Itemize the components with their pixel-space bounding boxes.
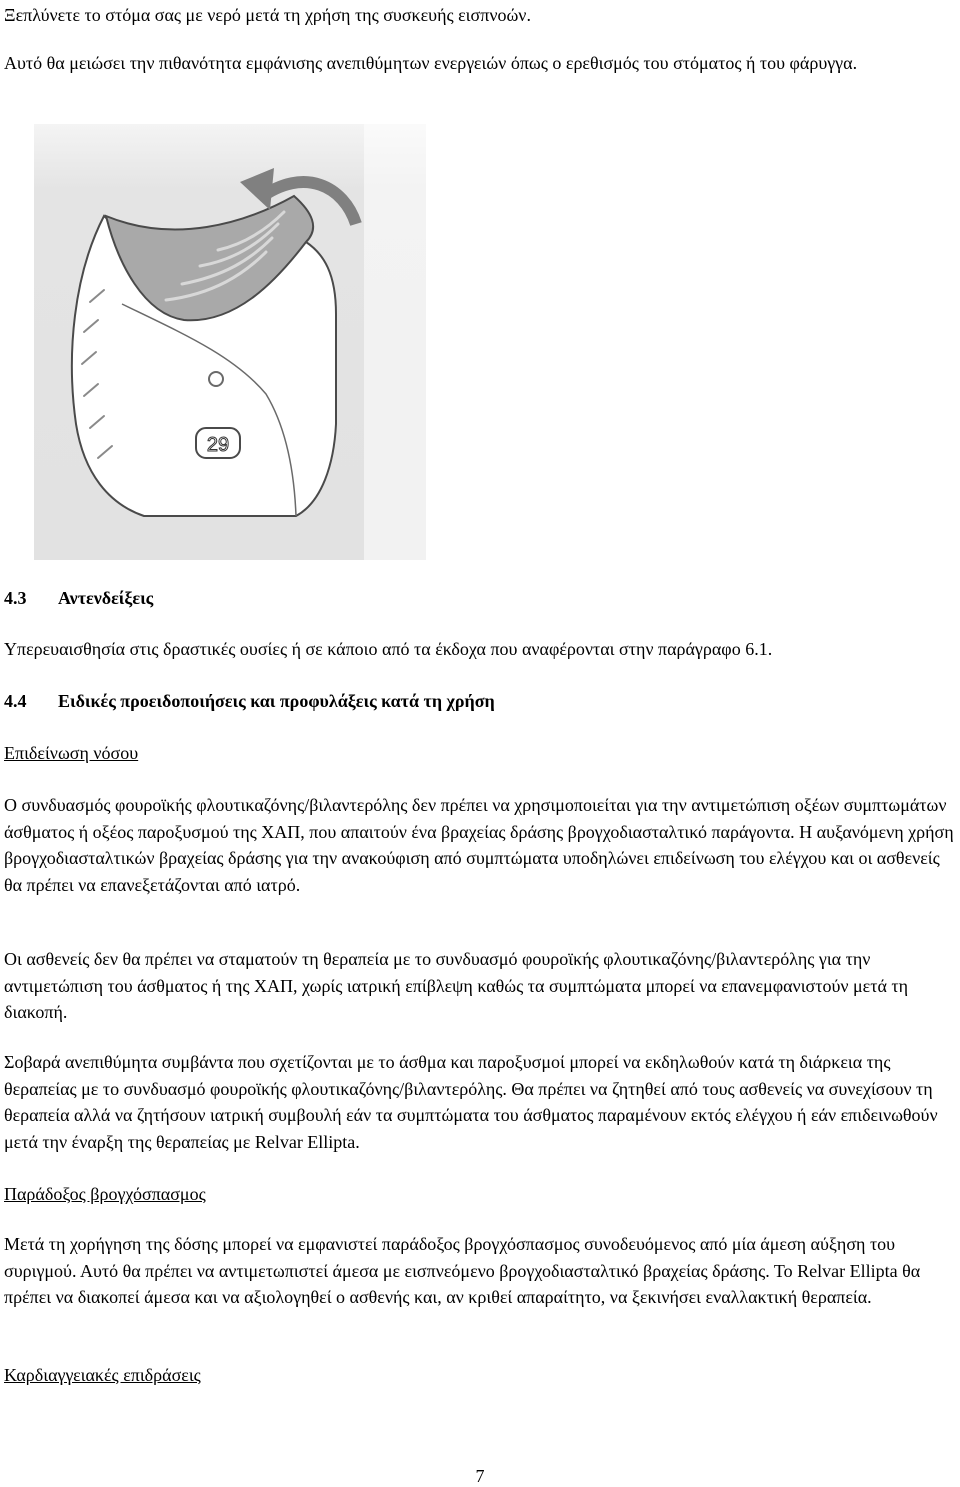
subheading-disease-worsening: Επιδείνωση νόσου [4,743,139,763]
paragraph-2: Οι ασθενείς δεν θα πρέπει να σταματούν τη θεραπεία με το συνδυασμό φουροϊκής φλουτικαζόνης/βιλαντερόλης για την αντιμετώπιση του άσθματος ή της ΧΑΠ, χωρίς ιατρική επίβλεψη καθώς τα συμπτώματα μπορεί να επανεμφανιστούν μετά τη διακοπή. [4,949,909,1022]
paragraph-4: Μετά τη χορήγηση της δόσης μπορεί να εμφανιστεί παράδοξος βρογχόσπασμος συνοδευόμενος από μία άμεση αύξηση του συριγμού. Αυτό θα πρέπει να αντιμετωπιστεί άμεσα με εισπνεόμενο βρογχοδιασταλτικό βραχείας δράσης. Το Relvar Ellipta θα πρέπει να διακοπεί άμεσα και να αξιολογηθεί ο ασθενής και, αν κριθεί απαραίτητο, να ξεκινήσει εναλλακτική θεραπεία. [4,1234,921,1307]
section-title: Ειδικές προειδοποιήσεις και προφυλάξεις κατά τη χρήση [58,691,495,711]
section-4-3-text: Υπερευαισθησία στις δραστικές ουσίες ή σε κάποιο από τα έκδοχα που αναφέρονται στην παράγραφο 6.1. [4,639,773,659]
subheading-paradoxical-bronchospasm: Παράδοξος βρογχόσπασμος [4,1184,206,1204]
paragraph-1: Ο συνδυασμός φουροϊκής φλουτικαζόνης/βιλαντερόλης δεν πρέπει να χρησιμοποιείται για την αντιμετώπιση οξέων συμπτωμάτων άσθματος ή οξέος παροξυσμού της ΧΑΠ, που απαιτούν ένα βραχείας δράσης βρογχοδιασταλτικό παράγοντα. Η αυξανόμενη χρήση βρογχοδιασταλτικών βραχείας δράσης για την ανακούφιση από συμπτώματα υποδηλώνει επιδείνωση του ελέγχου και οι ασθενείς θα πρέπει να επανεξετάζονται από ιατρό. [4,795,954,895]
inhaler-dot [209,372,223,386]
section-title: Αντενδείξεις [58,588,154,608]
subheading-cardiovascular-effects: Καρδιαγγειακές επιδράσεις [4,1365,201,1385]
page-number: 7 [475,1466,485,1486]
intro-line-1: Ξεπλύνετε το στόμα σας με νερό μετά τη χρήση της συσκευής εισπνοών. [4,5,531,25]
figure-light-strip [364,124,426,560]
section-4-4-heading [4,688,495,714]
dose-counter-value: 29 [206,434,230,456]
inhaler-figure [34,124,426,560]
paragraph-3: Σοβαρά ανεπιθύμητα συμβάντα που σχετίζονται με το άσθμα και παροξυσμοί μπορεί να εκδηλωθούν κατά τη διάρκεια της θεραπείας με το συνδυασμό φουροϊκής φλουτικαζόνης/βιλαντερόλης. Θα πρέπει να ζητηθεί από τους ασθενείς να συνεχίσουν τη θεραπεία αλλά να ζητήσουν ιατρική συμβουλή εάν τα συμπτώματα του άσθματος παραμένουν εκτός ελέγχου ή εάν επιδεινωθούν μετά την έναρξη της θεραπείας με Relvar Ellipta. [4,1052,938,1152]
section-number: 4.3 [4,588,27,608]
intro-line-2: Αυτό θα μειώσει την πιθανότητα εμφάνισης ανεπιθύμητων ενεργειών όπως ο ερεθισμός του στόματος ή του φάρυγγα. [4,53,858,73]
section-4-3-heading [4,585,153,611]
section-number: 4.4 [4,691,27,711]
